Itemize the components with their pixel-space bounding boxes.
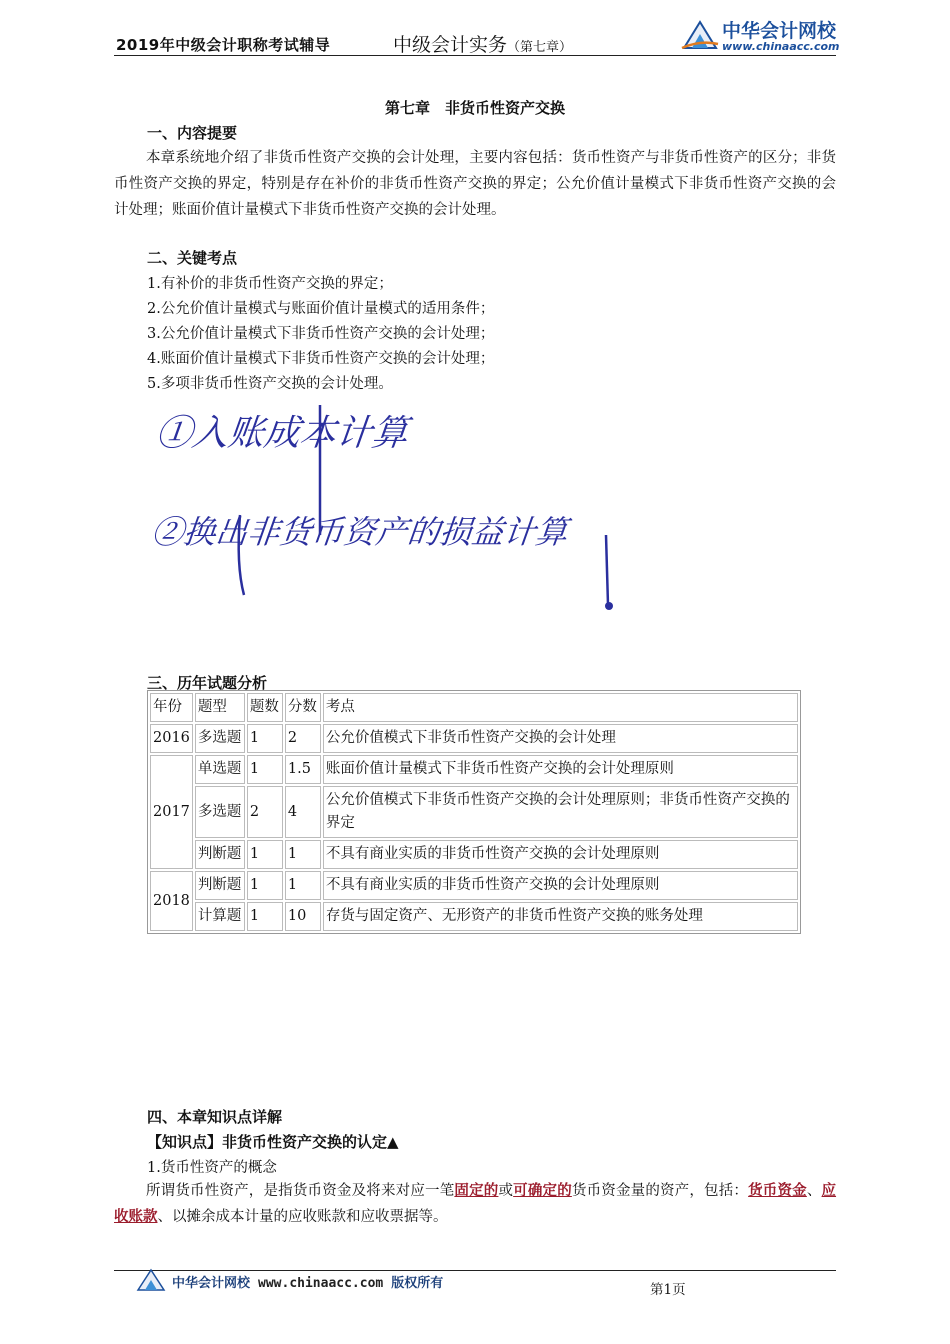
header-subject-name: 中级会计实务 [393,34,508,56]
section4-heading: 四、本章知识点详解 [147,1108,283,1126]
exam-analysis-table [147,690,801,934]
cell-score: 1.5 [285,755,321,784]
cell-type: 单选题 [195,755,245,784]
cell-point: 存货与固定资产、无形资产的非货币性资产交换的账务处理 [323,902,798,931]
section1-paragraph: 本章系统地介绍了非货币性资产交换的会计处理，主要内容包括：货币性资产与非货币性资产的区分；非货币性资产交换的界定，特别是存在补价的非货币性资产交换的界定；公允价值计量模式下非货币性资产交换的会计处理；账面价值计量模式下非货币性资产交换的会计处理。 [114,150,836,218]
chapter-title: 第七章 非货币性资产交换 [384,99,565,117]
cell-count: 2 [247,786,283,838]
subheading-monetary-asset: 1.货币性资产的概念 [147,1160,277,1176]
knowledge-point-heading: 【知识点】非货币性资产交换的认定▲ [147,1133,399,1151]
header-divider [114,55,836,56]
cell-count: 1 [247,871,283,900]
definition-text: 所谓货币性资产，是指货币资金及将来对应一笔 [146,1183,455,1199]
key-point-item: 2.公允价值计量模式与账面价值计量模式的适用条件； [147,301,495,317]
cell-point: 账面价值计量模式下非货币性资产交换的会计处理原则 [323,755,798,784]
cell-score: 10 [285,902,321,931]
section2-heading: 二、关键考点 [147,249,238,267]
column-header: 考点 [323,693,798,722]
logo-url: www.chinaacc.com [722,40,840,53]
highlight-receivables: 应收账款 [114,1182,837,1225]
page-number: 第1页 [650,1282,686,1298]
table-row [150,786,798,838]
definition-text: 、以摊余成本计量的应收账款和应收票据等。 [157,1209,448,1225]
cell-year: 2016 [150,724,193,753]
table-row [150,724,798,753]
header-course-title: 2019年中级会计职称考试辅导 [116,36,331,54]
table-row [150,840,798,869]
header-subject [393,30,572,57]
cell-count: 1 [247,724,283,753]
handwritten-annotation [140,395,640,635]
key-point-item: 4.账面价值计量模式下非货币性资产交换的会计处理； [147,351,495,367]
table-row [150,902,798,931]
cell-score: 4 [285,786,321,838]
highlight-determinable: 可确定的 [513,1182,572,1199]
table-row [150,755,798,784]
header-chapter-tag: （第七章） [507,40,573,55]
handwriting-line-1: ①入账成本计算 [153,412,411,454]
cell-point: 公允价值模式下非货币性资产交换的会计处理 [323,724,798,753]
cell-score: 1 [285,840,321,869]
cell-type: 多选题 [195,724,245,753]
section1-heading: 一、内容提要 [147,124,238,142]
key-point-item: 1.有补价的非货币性资产交换的界定； [147,276,393,292]
cell-point: 公允价值模式下非货币性资产交换的会计处理原则；非货币性资产交换的界定 [323,786,798,838]
footer-rights: 版权所有 [391,1276,444,1291]
logo-brand-name: 中华会计网校 [722,20,837,42]
footer-logo-icon [136,1266,166,1292]
cell-type: 多选题 [195,786,245,838]
column-header: 题型 [195,693,245,722]
highlight-cash: 货币资金 [748,1182,807,1199]
column-header: 年份 [150,693,193,722]
footer-url: www.chinaacc.com [258,1276,384,1291]
cell-count: 1 [247,840,283,869]
column-header: 分数 [285,693,321,722]
definition-text: 、 [806,1183,822,1199]
definition-text: 或 [498,1183,514,1199]
cell-score: 1 [285,871,321,900]
cell-count: 1 [247,902,283,931]
cell-year: 2017 [150,755,193,869]
handwriting-line-2: ②换出非货币资产的损益计算 [149,513,570,551]
column-header: 题数 [247,693,283,722]
cell-point: 不具有商业实质的非货币性资产交换的会计处理原则 [323,840,798,869]
table-row [150,871,798,900]
cell-score: 2 [285,724,321,753]
cell-type: 判断题 [195,840,245,869]
footer-divider [114,1270,836,1271]
key-point-item: 3.公允价值计量模式下非货币性资产交换的会计处理； [147,326,495,342]
footer-copyright [172,1272,443,1291]
logo-mark-icon [680,14,720,54]
footer-brand: 中华会计网校 [172,1276,251,1291]
section3-heading: 三、历年试题分析 [147,674,268,692]
definition-text: 货币资金量的资产，包括： [571,1183,749,1199]
cell-type: 计算题 [195,902,245,931]
cell-count: 1 [247,755,283,784]
table-header-row [150,693,798,722]
cell-year: 2018 [150,871,193,931]
header-logo [680,14,840,54]
highlight-fixed: 固定的 [454,1182,499,1199]
monetary-asset-definition [114,1178,836,1230]
cell-type: 判断题 [195,871,245,900]
cell-point: 不具有商业实质的非货币性资产交换的会计处理原则 [323,871,798,900]
key-point-item: 5.多项非货币性资产交换的会计处理。 [147,376,393,392]
